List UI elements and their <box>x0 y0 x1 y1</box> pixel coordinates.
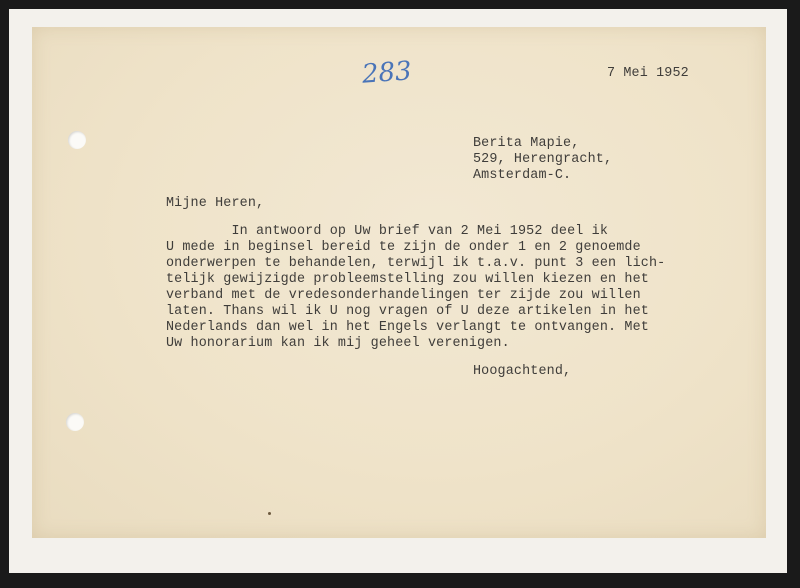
body-line-5: verband met de vredesonderhandelingen ter zijde zou willen <box>166 288 641 303</box>
paper-speck <box>268 512 271 515</box>
closing: Hoogachtend, <box>473 364 572 379</box>
body-line-8: Uw honorarium kan ik mij geheel verenigen. <box>166 336 510 351</box>
body-line-2: U mede in beginsel bereid te zijn de onder 1 en 2 genoemde <box>166 240 641 255</box>
address-line-2: 529, Herengracht, <box>473 152 613 167</box>
address-line-3: Amsterdam-C. <box>473 168 572 183</box>
body-line-1: In antwoord op Uw brief van 2 Mei 1952 deel ik <box>166 224 609 239</box>
body-line-7: Nederlands dan wel in het Engels verlangt te ontvangen. Met <box>166 320 649 335</box>
body-line-4: telijk gewijzigde probleemstelling zou willen kiezen en het <box>166 272 649 287</box>
body-line-3: onderwerpen te behandelen, terwijl ik t.a.v. punt 3 een lich- <box>166 256 666 271</box>
punch-hole-top <box>68 131 86 149</box>
letter-date: 7 Mei 1952 <box>607 66 689 81</box>
salutation: Mijne Heren, <box>166 196 265 211</box>
punch-hole-bottom <box>66 413 84 431</box>
address-line-1: Berita Mapie, <box>473 136 580 151</box>
body-line-6: laten. Thans wil ik U nog vragen of U deze artikelen in het <box>166 304 649 319</box>
archive-number-handwritten: 283 <box>361 56 413 90</box>
